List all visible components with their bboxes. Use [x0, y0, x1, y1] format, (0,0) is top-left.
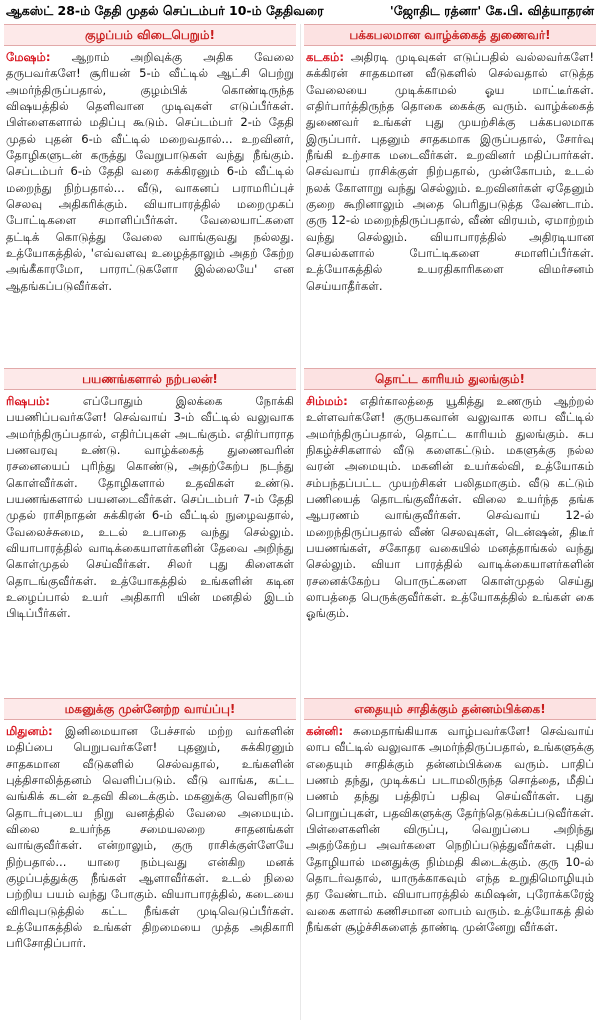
section-body: [4, 46, 296, 294]
author-credit: 'ஜோதிட ரத்னா' கே.பி. வித்யாதரன்: [389, 2, 594, 18]
section-body: [304, 390, 596, 622]
section-text: ஆறாம் அறிவுக்கு அதிக வேலை தருபவர்களே! சூரியன் 5-ம் வீட்டில் ஆட்சி பெற்று அமர்ந்திருப்பதால், குழம்பிக் கொண்டிருந்த விஷயத்தில் தெளிவான முடிவுகள் எடுப்பீர்கள். பிள்ளைகளால் மதிப்பு கூடும். செப்டம்பர் 2-ம் தேதி முதல் புதன் 6-ம் வீட்டில் மறைவதால்... உறவினர், தோழிகளுடன் கருத்து வேறுபாடுகள் வந்து நீங்கும். செப்டம்பர் 6-ம் தேதி வரை சுக்கிரனும் 6-ம் வீட்டில் மறைந்து நிற்பதால்... வீடு, வாகனப் பராமரிப்புச் செலவு அதிகரிக்கும். வியாபாரத்தில் மறைமுகப் போட்டிகளை சமாளிப்பீர்கள். வேலையாட்களை தட்டிக் கொடுத்து வேலை வாங்குவது நல்லது. உத்யோகத்தில், 'எவ்வளவு உழைத்தாலும் அதற் கேற்ற அங்கீகாரமோ, பாராட்டுகளோ இல்லையே' என ஆதங்கப்படுவீர்கள்.: [6, 50, 294, 293]
horoscope-mithunam: [4, 698, 296, 1020]
section-heading: பயணங்களால் நற்பலன்!: [4, 368, 296, 390]
zodiac-sign-label: மிதுனம்:: [6, 724, 53, 738]
section-text: எதிர்காலத்தை யூகித்து உணரும் ஆற்றல் உள்ளவர்களே! குருபகவான் வலுவாக லாப வீட்டில் அமர்ந்திருப்பதால், தொட்ட காரியம் துலங்கும். சுப நிகழ்ச்சிகளால் வீடு களைகட்டும். மகளுக்கு நல்ல வரன் அமையும். மகனின் உயர்கல்வி, உத்யோகம் சம்பந்தப்பட்ட முயற்சிகள் பலிதமாகும். வீடு கட்டும் பணியைத் தொடங்குவீர்கள். விலை உயர்ந்த தங்க ஆபரணம் வாங்குவீர்கள். செவ்வாய் 12-ல் மறைந்திருப்பதால் வீண் செலவுகள், டென்ஷன், திடீர் பயணங்கள், சகோதர வகையில் மனத்தாங்கல் வந்து செல்லும். வியா பாரத்தில் வாடிக்கையாளர்களின் ரசனைக்கேற்ப பொருட்களை கொள்முதல் செய்து லாபத்தை பெருக்குவீர்கள். உத்யோகத்தில் உங்கள் கை ஓங்கும்.: [306, 394, 594, 621]
horoscope-mesham: [4, 24, 296, 368]
right-column: [304, 24, 596, 1020]
section-text: எப்போதும் இலக்கை நோக்கி பயணிப்பவர்களே! செவ்வாய் 3-ம் வீட்டில் வலுவாக அமர்ந்திருப்பதால், எதிர்ப்புகள் அடங்கும். எதிர்பாராத பணவரவு உண்டு. வாழ்க்கைத் துணைவரின் ரசனையைப் புரிந்து கொண்டு, அதற்கேற்ப நடந்து கொள்வீர்கள். தோழிகளால் உதவிகள் உண்டு. பயணங்களால் பயனடைவீர்கள். செப்டம்பர் 7-ம் தேதி முதல் ராசிநாதன் சுக்கிரன் 6-ம் வீட்டில் நுழைவதால், வேலைச்சுமை, உடல் உபாதை வந்து செல்லும். வியாபாரத்தில் வாடிக்கையாளர்களின் தேவை அறிந்து கொள்முதல் செய்வீர்கள். சிலர் புது கிளைகள் தொடங்குவீர்கள். உத்யோகத்தில் உங்களின் கடின உழைப்பால் உயர் அதிகாரி யின் மனதில் இடம் பிடிப்பீர்கள்.: [6, 394, 294, 621]
zodiac-sign-label: மேஷம்:: [6, 50, 51, 64]
column-divider: [300, 24, 301, 1020]
page-header: [0, 0, 600, 22]
section-heading: எதையும் சாதிக்கும் தன்னம்பிக்கை!: [304, 698, 596, 720]
date-range: ஆகஸ்ட் 28-ம் தேதி முதல் செப்டம்பர் 10-ம் தேதிவரை: [6, 2, 324, 18]
section-heading: மகனுக்கு முன்னேற்ற வாய்ப்பு!: [4, 698, 296, 720]
section-body: [304, 720, 596, 935]
left-column: [4, 24, 296, 1020]
zodiac-sign-label: சிம்மம்:: [306, 394, 348, 408]
horoscope-kanni: [304, 698, 596, 1020]
zodiac-sign-label: ரிஷபம்:: [6, 394, 50, 408]
section-text: சுமைதாங்கியாக வாழ்பவர்களே! செவ்வாய் லாப வீட்டில் வலுவாக அமர்ந்திருப்பதால், உங்களுக்கு எதையும் சாதிக்கும் தன்னம்பிக்கை வரும். பாதிப் பணம் தந்து, முடிக்கப் படாமலிருந்த சொத்தை, மீதிப் பணம் தந்து பத்திரப் பதிவு செய்வீர்கள். புது பொறுப்புகள், பதவிகளுக்கு தேர்ந்தெடுக்கப்படுவீர்கள். பிள்ளைகளின் விருப்பு, வெறுப்பை அறிந்து அதற்கேற்ப அவர்களை நெறிப்படுத்துவீர்கள். புதிய தோழியால் மனதுக்கு நிம்மதி கிடைக்கும். குரு 10-ல் தொடர்வதால், யாருக்காகவும் எந்த உறுதிமொழியும் தர வேண்டாம். வியாபாரத்தில் கமிஷன், புரோக்கரேஜ் வகை களால் கணிசமான லாபம் வரும். உத்யோகத் தில் நீங்கள் சூழ்ச்சிகளைத் தாண்டி முன்னேறு வீர்கள்.: [306, 724, 594, 935]
section-heading: குழப்பம் விடைபெறும்!: [4, 24, 296, 46]
horoscope-simmam: [304, 368, 596, 698]
horoscope-rishabam: [4, 368, 296, 698]
section-body: [4, 720, 296, 952]
section-text: அதிரடி முடிவுகள் எடுப்பதில் வல்லவர்களே! சுக்கிரன் சாதகமான வீடுகளில் செல்வதால் எடுத்த வேலையை முடிக்காமல் ஓய மாட்டீர்கள். எதிர்பார்த்திருந்த தொகை கைக்கு வரும். வாழ்க்கைத் துணைவர் உங்கள் புது முயற்சிக்கு பக்கபலமாக இருப்பார். புதனும் சாதகமாக இருப்பதால், சோர்வு நீங்கி உற்சாக மடைவீர்கள். உறவினர் மதிப்பார்கள். செவ்வாய் ராசிக்குள் நிற்பதால், முன்கோபம், உடல் நலக் கோளாறு வந்து செல்லும். உறவினர்கள் ஏதேனும் குறை கூறினாலும் அதை பெரிதுபடுத்த வேண்டாம். குரு 12-ல் மறைந்திருப்பதால், வீண் விரயம், ஏமாற்றம் வந்து செல்லும். வியாபாரத்தில் அதிரடியான செயல்களால் போட்டிகளை சமாளிப்பீர்கள். உத்யோகத்தில் உயரதிகாரிகளை விமர்சனம் செய்யாதீர்கள்.: [306, 50, 594, 293]
zodiac-sign-label: கன்னி:: [306, 724, 344, 738]
section-body: [4, 390, 296, 622]
section-heading: தொட்ட காரியம் துலங்கும்!: [304, 368, 596, 390]
horoscope-kadagam: [304, 24, 596, 368]
section-heading: பக்கபலமான வாழ்க்கைத் துணைவர்!: [304, 24, 596, 46]
zodiac-sign-label: கடகம்:: [306, 50, 345, 64]
section-body: [304, 46, 596, 294]
section-text: இனிமையான பேச்சால் மற்ற வர்களின் மதிப்பை பெறுபவர்களே! புதனும், சுக்கிரனும் சாதகமான வீடுகளில் செல்வதால், உங்களின் புத்திசாலித்தனம் வெளிப்படும். வீடு வாங்க, கட்ட வங்கிக் கடன் உதவி கிடைக்கும். மகனுக்கு வெளிநாடு தொடர்புடைய நிறு வனத்தில் வேலை அமையும். விலை உயர்ந்த சமையலறை சாதனங்கள் வாங்குவீர்கள். என்றாலும், குரு ராசிக்குள்ளேயே நிற்பதால்... யாரை நம்புவது என்கிற மனக் குழப்பத்துக்கு நீங்கள் ஆளாவீர்கள். உடல் நிலை பற்றிய பயம் வந்து போகும். வியாபாரத்தில், கடையை விரிவுபடுத்தில் கட்ட நீங்கள் முடிவெடுப்பீர்கள். உத்யோகத்தில் உங்கள் திறமையை முத்த அதிகாரி பரிசோதிப்பார்.: [6, 724, 294, 951]
